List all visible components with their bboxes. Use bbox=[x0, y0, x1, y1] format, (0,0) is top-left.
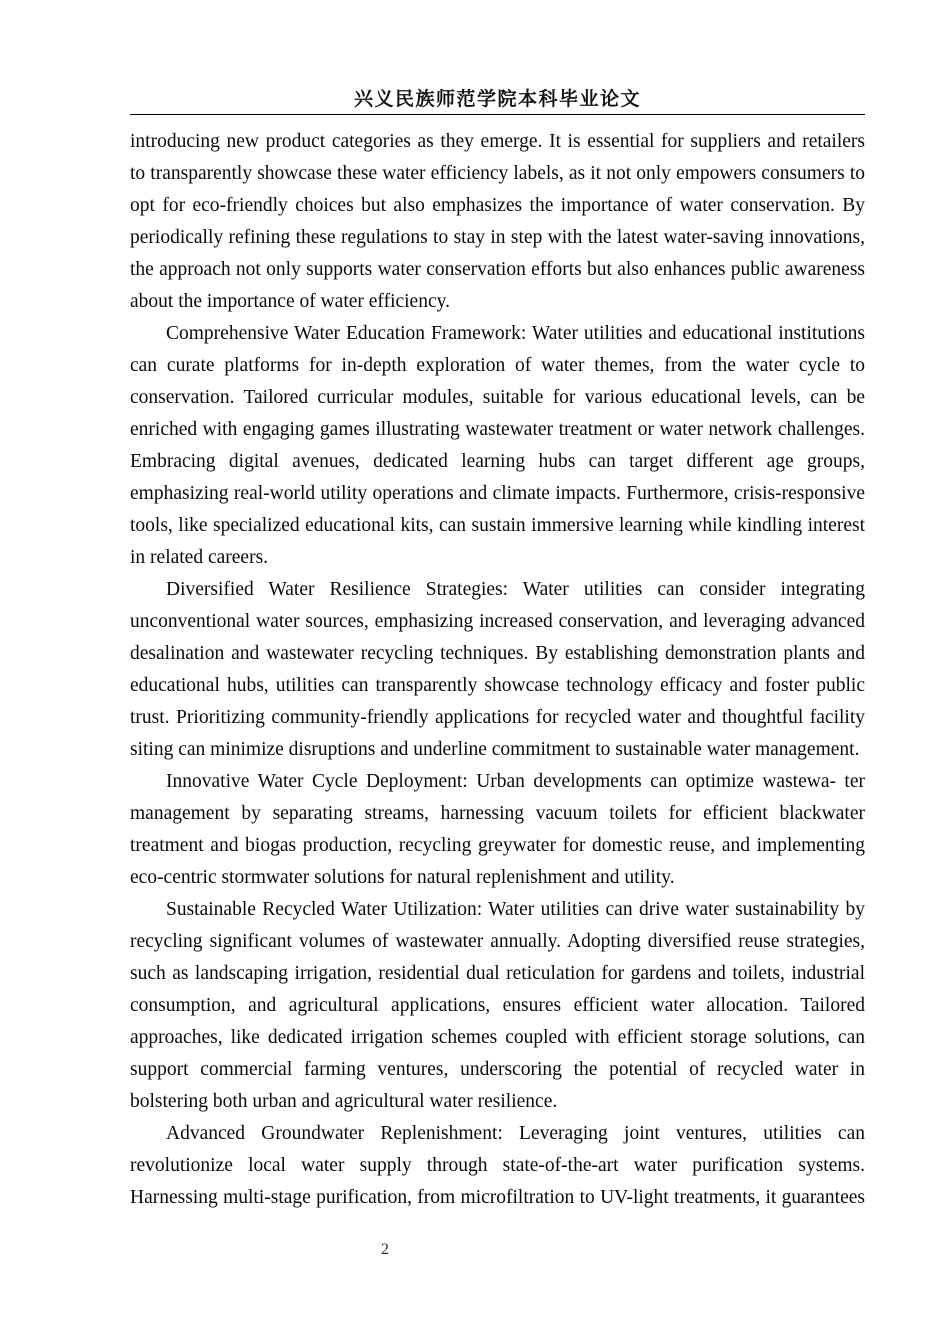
text-line: siting can minimize disruptions and underline commitment to sustainable water management. bbox=[130, 739, 860, 760]
header-divider bbox=[130, 114, 865, 115]
document-body bbox=[130, 126, 865, 1214]
paragraph-innovative-water-cycle-deployment bbox=[130, 766, 865, 894]
text-line: treatment and biogas production, recycling greywater for domestic reuse, and implementing bbox=[130, 835, 865, 856]
text-line: approaches, like dedicated irrigation schemes coupled with efficient storage solutions, can bbox=[130, 1027, 865, 1048]
text-line: Comprehensive Water Education Framework: Water utilities and educational institutions bbox=[166, 323, 865, 344]
text-line: emphasizing real-world utility operations and climate impacts. Furthermore, crisis-responsive bbox=[130, 483, 865, 504]
text-line: conservation. Tailored curricular modules, suitable for various educational levels, can be bbox=[130, 387, 865, 408]
text-line: periodically refining these regulations to stay in step with the latest water-saving innovations, bbox=[130, 227, 865, 248]
text-line: revolutionize local water supply through state-of-the-art water purification systems. bbox=[130, 1155, 865, 1176]
text-line: such as landscaping irrigation, residential dual reticulation for gardens and toilets, industrial bbox=[130, 963, 865, 984]
text-line: consumption, and agricultural applications, ensures efficient water allocation. Tailored bbox=[130, 995, 865, 1016]
text-line: in related careers. bbox=[130, 547, 269, 568]
text-line: enriched with engaging games illustrating wastewater treatment or water network challenges. bbox=[130, 419, 865, 440]
text-line: Advanced Groundwater Replenishment: Leveraging joint ventures, utilities can bbox=[166, 1123, 865, 1144]
paragraph-advanced-groundwater-replenishment bbox=[130, 1118, 865, 1214]
text-line: Embracing digital avenues, dedicated learning hubs can target different age groups, bbox=[130, 451, 865, 472]
text-line: Diversified Water Resilience Strategies: Water utilities can consider integrating bbox=[166, 579, 865, 600]
text-line: introducing new product categories as they emerge. It is essential for suppliers and retailers bbox=[130, 131, 865, 152]
text-line: can curate platforms for in-depth exploration of water themes, from the water cycle to bbox=[130, 355, 865, 376]
text-line: management by separating streams, harnessing vacuum toilets for efficient blackwater bbox=[130, 803, 865, 824]
page-footer bbox=[130, 1240, 640, 1260]
page-title: 兴义民族师范学院本科毕业论文 bbox=[353, 89, 641, 110]
paragraph-diversified-water-resilience-strategies bbox=[130, 574, 865, 766]
text-line: tools, like specialized educational kits, can sustain immersive learning while kindling interest bbox=[130, 515, 865, 536]
text-line: trust. Prioritizing community-friendly applications for recycled water and thoughtful facility bbox=[130, 707, 865, 728]
page-number: 2 bbox=[381, 1241, 389, 1258]
text-line: unconventional water sources, emphasizing increased conservation, and leveraging advanced bbox=[130, 611, 865, 632]
text-line: Harnessing multi-stage purification, from microfiltration to UV-light treatments, it guarantees bbox=[130, 1187, 865, 1208]
paragraph-water-efficiency-labels bbox=[130, 126, 865, 318]
running-header bbox=[130, 88, 865, 115]
text-line: opt for eco-friendly choices but also emphasizes the importance of water conservation. By bbox=[130, 195, 865, 216]
text-line: educational hubs, utilities can transparently showcase technology efficacy and foster public bbox=[130, 675, 865, 696]
text-line: about the importance of water efficiency. bbox=[130, 291, 450, 312]
text-line: eco-centric stormwater solutions for natural replenishment and utility. bbox=[130, 867, 675, 888]
text-line: Sustainable Recycled Water Utilization: Water utilities can drive water sustainability by bbox=[166, 899, 865, 920]
text-line: recycling significant volumes of wastewater annually. Adopting diversified reuse strategies, bbox=[130, 931, 865, 952]
paragraph-comprehensive-water-education-framework bbox=[130, 318, 865, 574]
text-line: to transparently showcase these water efficiency labels, as it not only empowers consumers to bbox=[130, 163, 865, 184]
text-line: Innovative Water Cycle Deployment: Urban developments can optimize wastewa- ter bbox=[166, 771, 865, 792]
paragraph-sustainable-recycled-water-utilization bbox=[130, 894, 865, 1118]
text-line: bolstering both urban and agricultural water resilience. bbox=[130, 1091, 558, 1112]
text-line: desalination and wastewater recycling techniques. By establishing demonstration plants and bbox=[130, 643, 865, 664]
text-line: support commercial farming ventures, underscoring the potential of recycled water in bbox=[130, 1059, 865, 1080]
text-line: the approach not only supports water conservation efforts but also enhances public awareness bbox=[130, 259, 865, 280]
